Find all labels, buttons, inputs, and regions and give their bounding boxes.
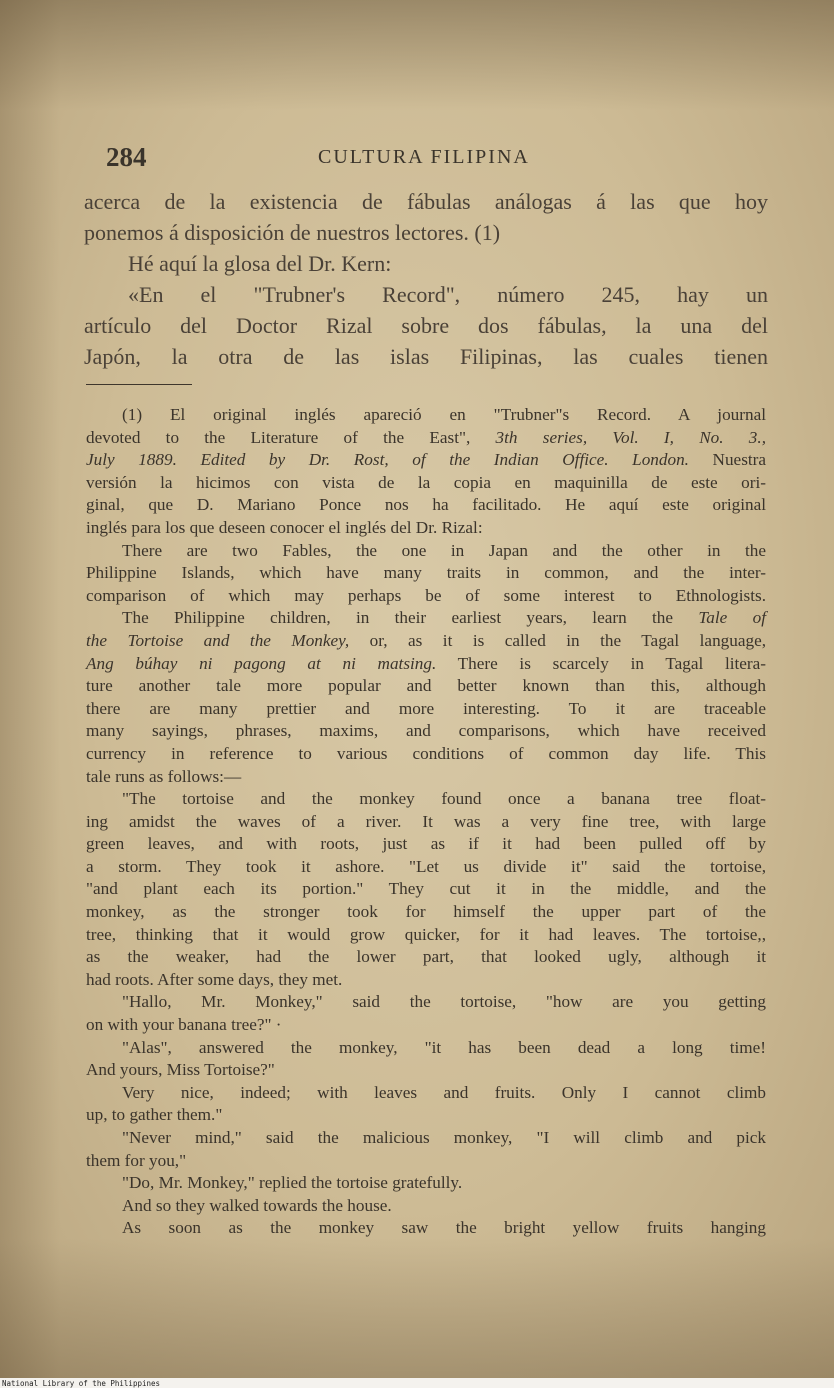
page-number: 284 [106,142,147,172]
footnote-line: July 1889. Edited by Dr. Rost, of the Indian Office. London. Nuestra [86,450,767,470]
page-shadow-left [0,0,60,1378]
footnote-line: "Never mind," said the malicious monkey, "I will climb and pick [122,1128,766,1147]
footnote-line: There are two Fables, the one in Japan and the other in the [122,540,766,560]
footnote-divider [86,384,192,385]
citation-italic: July 1889. Edited by Dr. Rost, of the Indian Office. London. [86,450,689,470]
footnote-line: "Alas", answered the monkey, "it has been dead a long time! [122,1037,766,1057]
citation-italic: 3th series, Vol. I, No. 3., [495,427,766,447]
running-title: CULTURA FILIPINA [318,146,530,168]
footnote-line: tale runs as follows:— [86,766,242,786]
footnote-line: monkey, as the stronger took for himself the upper part of the [86,902,766,922]
footnote-line: inglés para los que deseen conocer el inglés del Dr. Rizal: [86,517,483,537]
footnote-line: Ang búhay ni pagong at ni matsing. There is scarcely in Tagal litera- [86,653,766,673]
main-text [84,186,768,372]
footnote [86,404,766,1240]
footnote-line: as the weaker, had the lower part, that looked ugly, although it [86,947,766,967]
footnote-line: As soon as the monkey saw the bright yellow fruits hanging [122,1218,766,1238]
page-header [0,142,834,182]
body-line: «En el "Trubner's Record", número 245, hay un [128,282,768,307]
body-line: artículo del Doctor Rizal sobre dos fábulas, la una del [84,313,768,338]
footnote-line: (1) El original inglés apareció en "Trubner"s Record. A journal [122,405,766,424]
footnote-line: ginal, que D. Mariano Ponce nos ha facilitado. He aquí este original [86,495,766,515]
footnote-line: on with your banana tree?" · [86,1015,282,1035]
footnote-line: ing amidst the waves of a river. It was a very fine tree, with large [86,811,766,831]
title-italic: Ang búhay ni pagong at ni matsing. [86,653,437,673]
page-shadow-bottom [0,1238,834,1378]
footnote-line: there are many prettier and more interesting. To it are traceable [86,698,766,718]
footnote-line: them for you," [86,1150,187,1170]
footnote-line: Very nice, indeed; with leaves and fruits. Only I cannot climb [122,1082,766,1102]
footnote-line: "Hallo, Mr. Monkey," said the tortoise, "how are you getting [122,992,766,1012]
footnote-line: comparison of which may perhaps be of some interest to Ethnologists. [86,585,766,605]
footnote-line: And yours, Miss Tortoise?" [86,1060,275,1080]
footnote-line: Philippine Islands, which have many traits in common, and the inter- [86,563,766,583]
body-line: acerca de la existencia de fábulas análogas á las que hoy [84,189,768,214]
footnote-line: The Philippine children, in their earliest years, learn the Tale of [122,608,766,628]
footnote-line: And so they walked towards the house. [122,1195,392,1215]
body-line: Hé aquí la glosa del Dr. Kern: [128,251,392,276]
body-line: Japón, la otra de las islas Filipinas, las cuales tienen [84,344,768,369]
footnote-line: green leaves, and with roots, just as if it had been pulled off by [86,834,766,854]
title-italic: Tale of [698,608,766,628]
footnote-line: up, to gather them." [86,1105,223,1125]
footnote-line: versión la hicimos con vista de la copia en maquinilla de este ori- [86,472,766,492]
footnote-line: the Tortoise and the Monkey, or, as it is called in the Tagal language, [86,630,766,650]
footnote-line: a storm. They took it ashore. "Let us divide it" said the tortoise, [86,856,766,876]
footnote-line: "Do, Mr. Monkey," replied the tortoise gratefully. [122,1173,463,1193]
footnote-line: currency in reference to various conditions of common day life. This [86,743,766,763]
footnote-line: devoted to the Literature of the East", 3th series, Vol. I, No. 3., [86,427,766,447]
footnote-line: "The tortoise and the monkey found once a banana tree float- [122,789,766,809]
library-credit: National Library of the Philippines [2,1379,161,1388]
footnote-line: many sayings, phrases, maxims, and comparisons, which have received [86,721,766,741]
footnote-line: ture another tale more popular and better known than this, although [86,676,766,696]
footnote-line: had roots. After some days, they met. [86,969,343,989]
title-italic: the Tortoise and the Monkey, [86,630,350,650]
footnote-line: tree, thinking that it would grow quicker, for it had leaves. The tortoise,, [86,924,766,944]
footnote-line: "and plant each its portion." They cut it in the middle, and the [86,879,766,899]
page-shadow-top [0,0,834,110]
body-line: ponemos á disposición de nuestros lectores. (1) [84,220,501,245]
